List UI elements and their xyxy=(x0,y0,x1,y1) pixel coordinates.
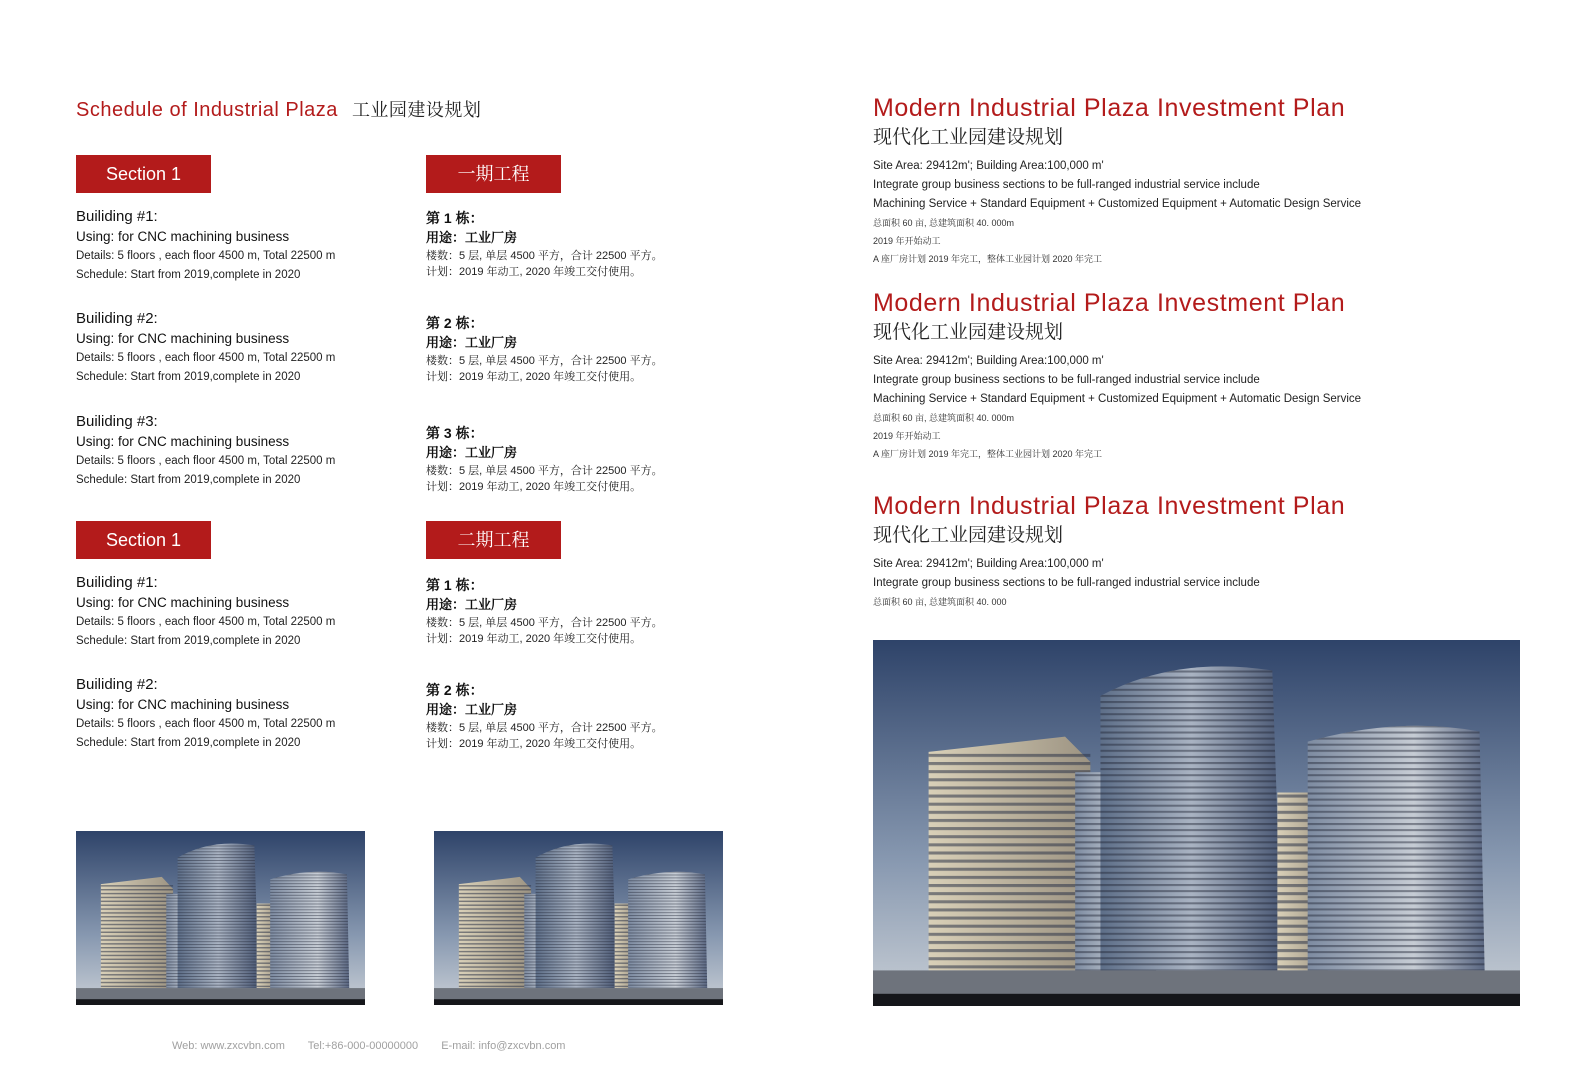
building-plan: 计划：2019 年动工, 2020 年竣工交付使用。 xyxy=(426,371,642,383)
building-heading: 第 3 栋： xyxy=(426,425,484,441)
building-heading: 第 1 栋： xyxy=(426,210,484,226)
building-using: 用途：工业厂房 xyxy=(426,445,518,460)
building-using: 用途：工业厂房 xyxy=(426,597,518,612)
plan-site-area: Site Area: 29412m'; Building Area:100,000 m' xyxy=(873,558,1104,570)
plan-title: Modern Industrial Plaza Investment Plan xyxy=(873,94,1346,122)
building-schedule: Schedule: Start from 2019,complete in 2020 xyxy=(76,269,301,281)
plan-cn-area: 总面积 60 亩, 总建筑面积 40. 000m xyxy=(873,218,1015,228)
building-details: Details: 5 floors , each floor 4500 m, Total 22500 m xyxy=(76,718,336,730)
building-heading: 第 2 栋： xyxy=(426,315,484,331)
plan-services: Machining Service + Standard Equipment + Customized Equipment + Automatic Design Service xyxy=(873,198,1362,210)
phase1-label: 一期工程 xyxy=(426,155,561,193)
building-details: 楼数：5 层, 单层 4500 平方，合计 22500 平方。 xyxy=(426,722,663,734)
building-heading: 第 2 栋： xyxy=(426,682,484,698)
building-details: Details: 5 floors , each floor 4500 m, Total 22500 m xyxy=(76,250,336,262)
building-photo-large xyxy=(873,640,1520,1006)
footer-web: Web: www.zxcvbn.com xyxy=(172,1040,285,1052)
section2-building-1 xyxy=(76,573,396,651)
footer-contact xyxy=(172,1040,585,1052)
building-heading: Builiding #2: xyxy=(76,676,158,693)
building-plan: 计划：2019 年动工, 2020 年竣工交付使用。 xyxy=(426,481,642,493)
phase2-building-2 xyxy=(426,680,706,752)
building-heading: Builiding #1: xyxy=(76,208,158,225)
plan-site-area: Site Area: 29412m'; Building Area:100,000 m' xyxy=(873,355,1104,367)
building-photo-small-1 xyxy=(76,831,365,1005)
footer-tel: Tel:+86-000-00000000 xyxy=(307,1040,419,1052)
building-heading: Builiding #2: xyxy=(76,310,158,327)
building-using: 用途：工业厂房 xyxy=(426,702,518,717)
phase1-building-2 xyxy=(426,313,706,385)
phase1-building-1 xyxy=(426,208,706,280)
building-details: 楼数：5 层, 单层 4500 平方，合计 22500 平方。 xyxy=(426,250,663,262)
plan-title: Modern Industrial Plaza Investment Plan xyxy=(873,492,1346,520)
plan-cn-complete: A 座厂房计划 2019 年完工，整体工业园计划 2020 年完工 xyxy=(873,449,1103,459)
section1-building-2 xyxy=(76,309,396,387)
section1-label: Section 1 xyxy=(76,155,211,193)
plan-subtitle: 现代化工业园建设规划 xyxy=(873,322,1064,343)
schedule-title xyxy=(76,96,481,122)
building-details: 楼数：5 层, 单层 4500 平方，合计 22500 平方。 xyxy=(426,465,663,477)
building-using: 用途：工业厂房 xyxy=(426,335,518,350)
section2-label: Section 1 xyxy=(76,521,211,559)
building-using: Using: for CNC machining business xyxy=(76,697,290,712)
building-photo-small-2 xyxy=(434,831,723,1005)
phase2-building-1 xyxy=(426,575,706,647)
investment-plan-3 xyxy=(873,491,1513,611)
building-using: Using: for CNC machining business xyxy=(76,229,290,244)
building-plan: 计划：2019 年动工, 2020 年竣工交付使用。 xyxy=(426,266,642,278)
building-heading: Builiding #1: xyxy=(76,574,158,591)
building-using: 用途：工业厂房 xyxy=(426,230,518,245)
schedule-title-en: Schedule of Industrial Plaza xyxy=(76,99,338,121)
building-using: Using: for CNC machining business xyxy=(76,331,290,346)
building-heading: Builiding #3: xyxy=(76,413,158,430)
plan-integrate: Integrate group business sections to be full-ranged industrial service include xyxy=(873,374,1260,386)
investment-plan-2 xyxy=(873,288,1513,463)
building-using: Using: for CNC machining business xyxy=(76,595,290,610)
plan-cn-start: 2019 年开始动工 xyxy=(873,236,941,246)
schedule-title-cn: 工业园建设规划 xyxy=(351,100,482,120)
section1-building-1 xyxy=(76,207,396,285)
section2-building-2 xyxy=(76,675,396,753)
building-using: Using: for CNC machining business xyxy=(76,434,290,449)
plan-integrate: Integrate group business sections to be full-ranged industrial service include xyxy=(873,179,1260,191)
plan-integrate: Integrate group business sections to be full-ranged industrial service include xyxy=(873,577,1260,589)
plan-site-area: Site Area: 29412m'; Building Area:100,000 m' xyxy=(873,160,1104,172)
building-plan: 计划：2019 年动工, 2020 年竣工交付使用。 xyxy=(426,633,642,645)
building-schedule: Schedule: Start from 2019,complete in 2020 xyxy=(76,371,301,383)
section1-building-3 xyxy=(76,412,396,490)
building-schedule: Schedule: Start from 2019,complete in 2020 xyxy=(76,474,301,486)
plan-cn-complete: A 座厂房计划 2019 年完工，整体工业园计划 2020 年完工 xyxy=(873,254,1103,264)
plan-cn-start: 2019 年开始动工 xyxy=(873,431,941,441)
building-details: Details: 5 floors , each floor 4500 m, Total 22500 m xyxy=(76,455,336,467)
building-heading: 第 1 栋： xyxy=(426,577,484,593)
building-plan: 计划：2019 年动工, 2020 年竣工交付使用。 xyxy=(426,738,642,750)
phase2-label: 二期工程 xyxy=(426,521,561,559)
phase1-building-3 xyxy=(426,423,706,495)
plan-title: Modern Industrial Plaza Investment Plan xyxy=(873,289,1346,317)
building-details: Details: 5 floors , each floor 4500 m, Total 22500 m xyxy=(76,616,336,628)
plan-subtitle: 现代化工业园建设规划 xyxy=(873,127,1064,148)
plan-cn-area: 总面积 60 亩, 总建筑面积 40. 000 xyxy=(873,597,1007,607)
building-schedule: Schedule: Start from 2019,complete in 2020 xyxy=(76,635,301,647)
building-schedule: Schedule: Start from 2019,complete in 2020 xyxy=(76,737,301,749)
building-details: Details: 5 floors , each floor 4500 m, Total 22500 m xyxy=(76,352,336,364)
building-details: 楼数：5 层, 单层 4500 平方，合计 22500 平方。 xyxy=(426,355,663,367)
investment-plan-1 xyxy=(873,93,1513,268)
plan-services: Machining Service + Standard Equipment + Customized Equipment + Automatic Design Service xyxy=(873,393,1362,405)
plan-subtitle: 现代化工业园建设规划 xyxy=(873,525,1064,546)
building-details: 楼数：5 层, 单层 4500 平方，合计 22500 平方。 xyxy=(426,617,663,629)
plan-cn-area: 总面积 60 亩, 总建筑面积 40. 000m xyxy=(873,413,1015,423)
footer-email: E-mail: info@zxcvbn.com xyxy=(441,1040,566,1052)
